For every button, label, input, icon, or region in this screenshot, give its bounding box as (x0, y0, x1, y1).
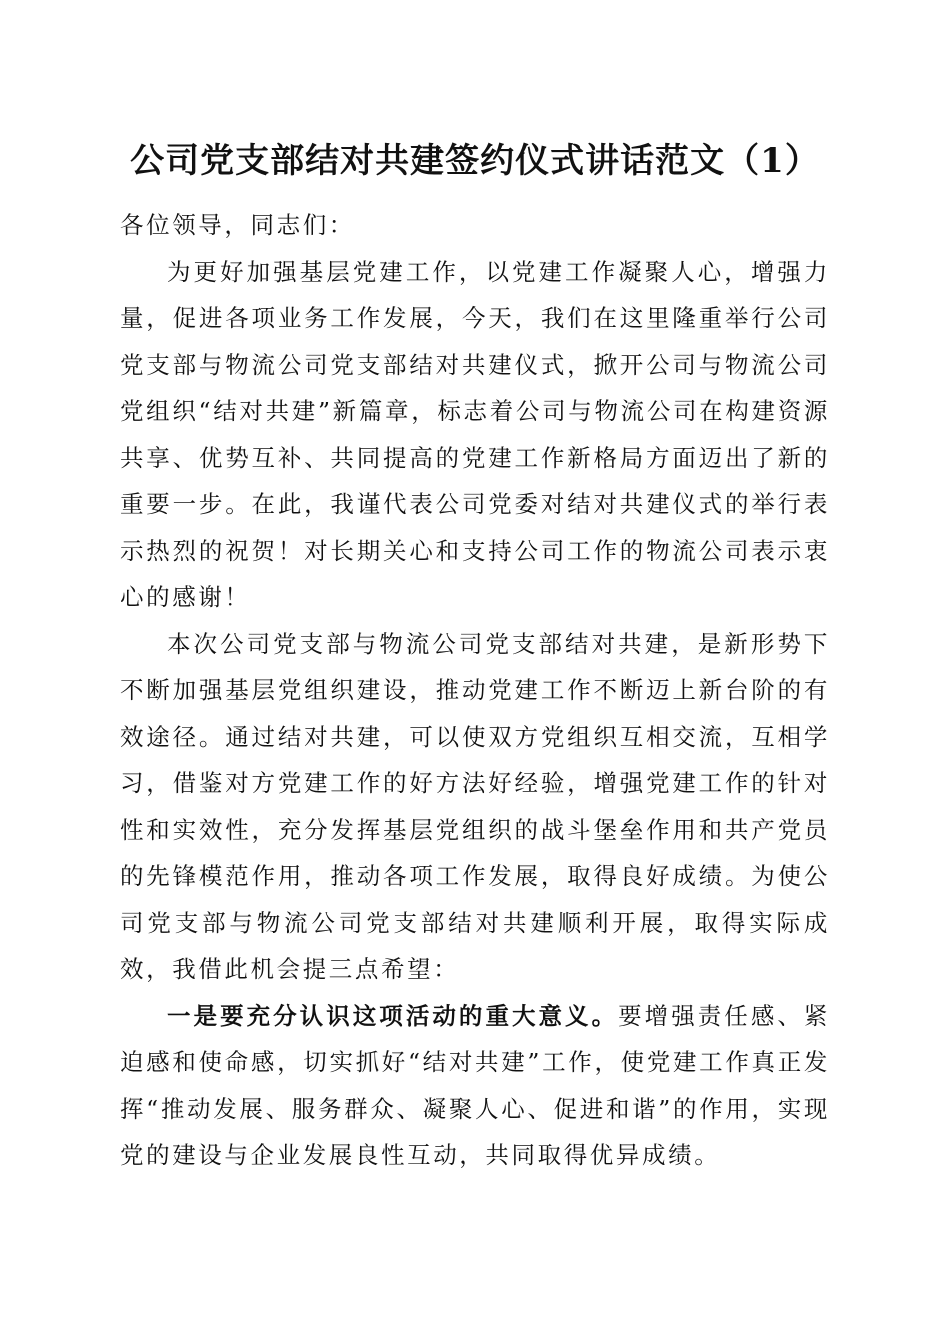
paragraph-significance: 本次公司党支部与物流公司党支部结对共建，是新形势下不断加强基层党组织建设，推动党建工作不断迈上新台阶的有效途径。通过结对共建，可以使双方党组织互相交流，互相学习，借鉴对方党建工作的好方法好经验，增强党建工作的针对性和实效性，充分发挥基层党组织的战斗堡垒作用和共产党员的先锋模范作用，推动各项工作发展，取得良好成绩。为使公司党支部与物流公司党支部结对共建顺利开展，取得实际成效，我借此机会提三点希望： (120, 629, 830, 983)
paragraph-point-one (120, 993, 830, 1179)
point-one-text: 要增强责任感、紧迫感和使命感，切实抓好“结对共建”工作，使党建工作真正发挥“推动发展、服务群众、凝聚人心、促进和谐”的作用，实现党的建设与企业发展良性互动，共同取得优异成绩。 (120, 1001, 830, 1169)
salutation: 各位领导，同志们： (120, 211, 355, 239)
paragraph-intro: 为更好加强基层党建工作，以党建工作凝聚人心，增强力量，促进各项业务工作发展，今天，我们在这里隆重举行公司党支部与物流公司党支部结对共建仪式，掀开公司与物流公司党组织“结对共建”新篇章，标志着公司与物流公司在构建资源共享、优势互补、共同提高的党建工作新格局方面迈出了新的重要一步。在此，我谨代表公司党委对结对共建仪式的举行表示热烈的祝贺！对长期关心和支持公司工作的物流公司表示衷心的感谢！ (120, 257, 830, 611)
page-title: 公司党支部结对共建签约仪式讲话范文（1） (130, 141, 820, 181)
document-body (120, 202, 830, 1179)
point-one-heading: 一是要充分认识这项活动的重大意义。 (167, 1001, 619, 1030)
